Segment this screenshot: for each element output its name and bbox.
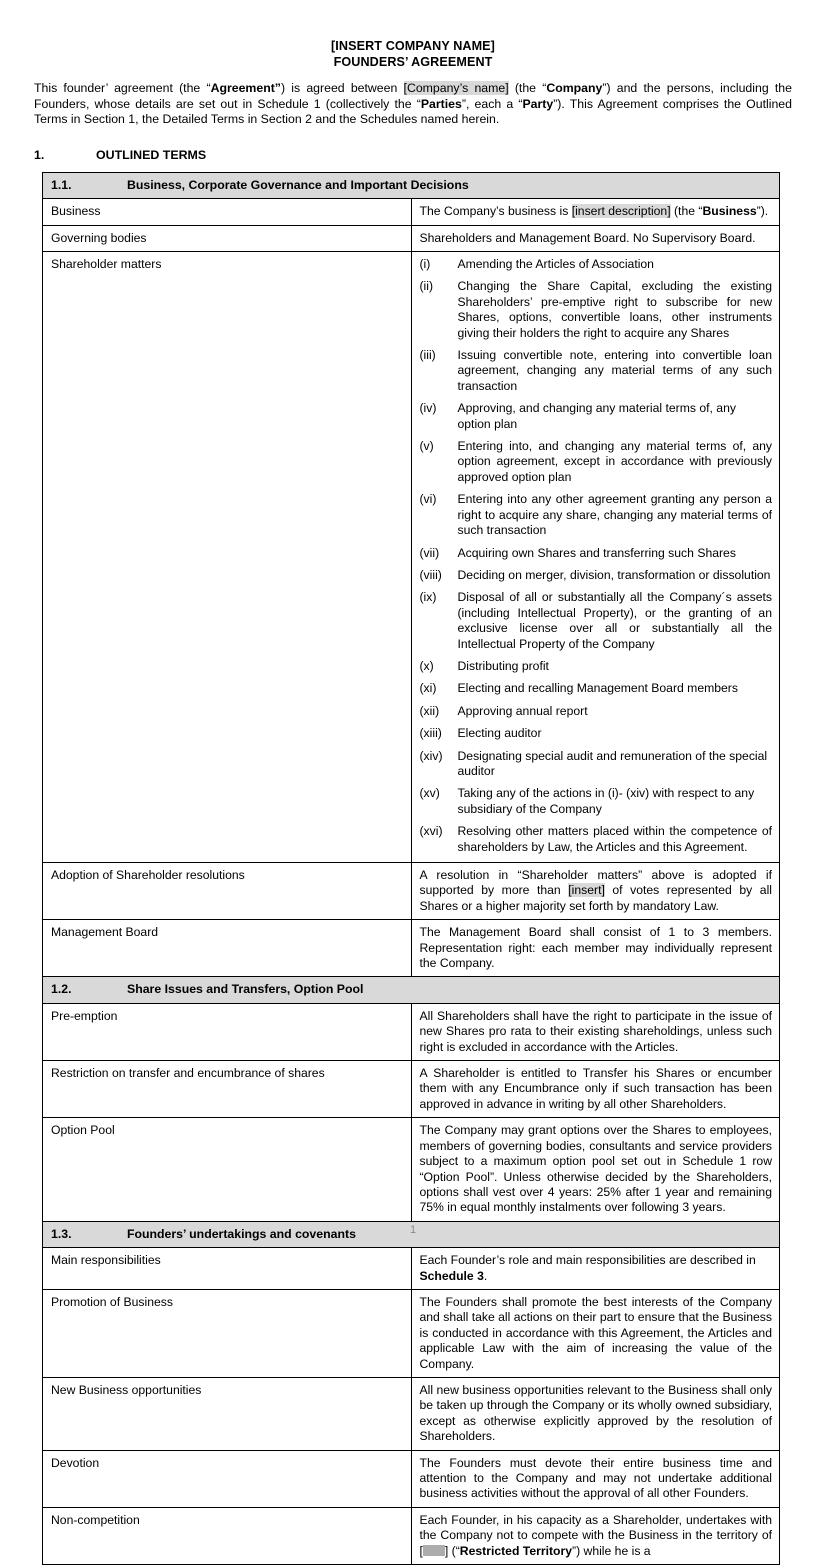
term-label-cell: Management Board — [43, 920, 412, 977]
term-body-cell: All new business opportunities relevant to the Business shall only be taken up through the Company or its wholly owned subsidiary, except as otherwise explicitly approved by the resolution of Shareholders. — [411, 1377, 780, 1450]
section-title: Share Issues and Transfers, Option Pool — [127, 982, 364, 997]
list-item — [420, 726, 773, 741]
list-item-marker: (vi) — [419, 492, 437, 507]
term-label-cell: Shareholder matters — [43, 252, 412, 863]
term-body-cell: The Founders must devote their entire business time and attention to the Company and may not undertake additional business activities without the approval of all other Founders. — [411, 1450, 780, 1507]
list-item — [420, 568, 773, 583]
list-item — [420, 786, 773, 817]
intro-term-company: Company — [546, 81, 603, 95]
intro-text-1: This founder’ agreement (the “ — [34, 81, 211, 95]
intro-text-6: ”). This Agreement comprises the Outlined Terms in Section 1, the Detailed Terms in Section 2 and the Schedules named herein. — [34, 96, 792, 127]
section-number: 1.3. — [51, 1226, 72, 1241]
list-item-marker: (v) — [419, 439, 434, 454]
defined-term: Restricted Territory — [459, 1543, 573, 1558]
section-header-row — [43, 172, 780, 198]
list-item-text: Amending the Articles of Association — [457, 257, 654, 271]
document-title-line-1: [INSERT COMPANY NAME] — [331, 39, 495, 53]
intro-text-3: (the “ — [508, 81, 547, 95]
table-row — [43, 1118, 780, 1221]
table-row — [43, 252, 780, 863]
list-item-marker: (x) — [419, 658, 434, 673]
table-row — [43, 1061, 780, 1118]
list-item-text: Issuing convertible note, entering into convertible loan agreement, changing any material terms of any such transaction — [457, 348, 772, 393]
term-body-cell: Each Founder’s role and main responsibilities are described in Schedule 3. — [411, 1248, 780, 1290]
intro-term-parties: Parties — [420, 96, 462, 111]
list-item-text: Entering into, and changing any material terms of, any option agreement, except in accordance with previously approved option plan — [457, 439, 772, 484]
intro-text-2: ) is agreed between — [280, 81, 404, 95]
section-number: 1.2. — [51, 982, 72, 997]
list-item-marker: (ix) — [419, 590, 437, 605]
term-label-cell: Governing bodies — [43, 225, 412, 251]
table-row — [43, 225, 780, 251]
document-title-line-2: FOUNDERS’ AGREEMENT — [333, 55, 493, 69]
list-item — [420, 704, 773, 719]
list-item — [420, 257, 773, 272]
section-number: 1.1. — [51, 177, 72, 192]
term-label-cell: Option Pool — [43, 1118, 412, 1221]
list-item-text: Entering into any other agreement granting any person a right to acquire any share, changing any material terms of such transaction — [457, 492, 772, 538]
list-item-text: Acquiring own Shares and transferring such Shares — [457, 545, 736, 560]
intro-term-agreement: Agreement” — [210, 81, 281, 95]
list-item-text: Resolving other matters placed within the competence of shareholders by Law, the Articles and this Agreement. — [457, 824, 772, 854]
term-body-cell: The Founders shall promote the best interests of the Company and shall take all actions on their part to ensure that the Business is conducted in accordance with this Agreement, the Articles and applicable Law with the aim of increasing the value of the Company. — [411, 1289, 780, 1377]
term-label-cell: Devotion — [43, 1450, 412, 1507]
table-row — [43, 1248, 780, 1290]
intro-paragraph — [34, 81, 792, 128]
roman-numeral-list — [420, 257, 773, 855]
intro-text-5: ”, each a “ — [461, 96, 523, 111]
term-body-cell: A Shareholder is entitled to Transfer his Shares or encumber them with any Encumbrance only if such transaction has been approved in advance in writing by all other Shareholders. — [411, 1061, 780, 1118]
list-item — [420, 492, 773, 538]
outlined-terms-body — [43, 172, 780, 1564]
table-row — [43, 863, 780, 920]
placeholder-territory-field[interactable] — [423, 1545, 445, 1556]
list-item — [420, 681, 773, 696]
term-body-cell — [411, 252, 780, 863]
placeholder-field[interactable]: [insert] — [568, 883, 605, 898]
table-row — [43, 1289, 780, 1377]
list-item — [420, 749, 773, 780]
defined-term: Business — [702, 204, 757, 219]
list-item-text: Designating special audit and remuneration of the special auditor — [457, 748, 768, 778]
term-body-cell: All Shareholders shall have the right to participate in the issue of new Shares pro rata to their existing shareholdings, unless such right is excluded in accordance with the Articles. — [411, 1003, 780, 1060]
table-row — [43, 199, 780, 225]
list-item — [420, 348, 773, 394]
term-label-cell: Adoption of Shareholder resolutions — [43, 863, 412, 920]
table-row — [43, 1003, 780, 1060]
term-label-cell: Main responsibilities — [43, 1248, 412, 1290]
list-item-text: Distributing profit — [457, 658, 549, 673]
section-title: Business, Corporate Governance and Important Decisions — [127, 177, 469, 192]
section-heading-number: 1. — [34, 147, 45, 162]
outlined-terms-table — [42, 172, 780, 1565]
list-item-text: Taking any of the actions in (i)- (xiv) with respect to any subsidiary of the Company — [457, 786, 755, 816]
document-content — [34, 38, 792, 1565]
list-item — [420, 824, 773, 855]
bracket-close: ] — [444, 1543, 449, 1558]
term-label-cell: Restriction on transfer and encumbrance of shares — [43, 1061, 412, 1118]
section-header-row — [43, 977, 780, 1003]
term-body-cell: A resolution in “Shareholder matters” above is adopted if supported by more than [insert] of votes represented by all Shares or a higher majority set forth by mandatory Law. — [411, 863, 780, 920]
section-heading-title: OUTLINED TERMS — [96, 147, 207, 162]
list-item-marker: (xv) — [419, 786, 440, 801]
table-row — [43, 920, 780, 977]
list-item-text: Deciding on merger, division, transformation or dissolution — [457, 567, 771, 582]
placeholder-company-name[interactable]: [Company’s name] — [403, 81, 509, 95]
list-item-marker: (vii) — [419, 545, 440, 560]
section-header-cell — [43, 977, 780, 1003]
list-item — [420, 439, 773, 485]
list-item-text: Approving annual report — [457, 703, 588, 718]
list-item — [420, 279, 773, 341]
term-label-cell: Business — [43, 199, 412, 225]
schedule-reference: Schedule 3 — [419, 1268, 484, 1283]
table-row — [43, 1450, 780, 1507]
list-item-marker: (i) — [419, 257, 431, 271]
list-item-marker: (ii) — [419, 279, 434, 294]
list-item — [420, 659, 773, 674]
list-item-marker: (xiii) — [419, 726, 442, 741]
section-title: Founders’ undertakings and covenants — [127, 1226, 356, 1241]
list-item — [420, 546, 773, 561]
list-item-text: Electing and recalling Management Board members — [457, 681, 738, 696]
list-item-marker: (xi) — [419, 681, 437, 696]
term-body-cell: Shareholders and Management Board. No Supervisory Board. — [411, 225, 780, 251]
list-item-marker: (iii) — [419, 348, 436, 363]
page-number: 1 — [409, 1224, 417, 1236]
table-row — [43, 1377, 780, 1450]
list-item — [420, 590, 773, 652]
term-label-cell: New Business opportunities — [43, 1377, 412, 1450]
list-item-marker: (xii) — [419, 703, 440, 718]
term-body-cell: The Company may grant options over the Shares to employees, members of governing bodies, consultants and service providers subject to a maximum option pool set out in Schedule 1 row “Option Pool”. Unless otherwise decided by the Shareholders, options shall vest over 4 years: 25% after 1 year and remaining 75% in equal monthly instalments over following 3 years. — [411, 1118, 780, 1221]
section-header-cell — [43, 172, 780, 198]
placeholder-field[interactable]: [insert description] — [571, 204, 671, 219]
section-heading-outlined-terms — [34, 148, 792, 162]
document-title — [34, 38, 792, 70]
list-item-marker: (xiv) — [419, 748, 443, 763]
list-item-text: Disposal of all or substantially all the Company´s assets (including Intellectual Property), or the granting of an exclusive license over all or substantially all the Intellectual Property of the Company — [457, 590, 772, 651]
page-footer — [0, 1224, 826, 1236]
term-label-cell: Pre-emption — [43, 1003, 412, 1060]
intro-term-party: Party — [522, 96, 554, 111]
bracket-open: [ — [419, 1543, 423, 1558]
term-body-cell: The Company’s business is [insert description] (the “Business”). — [411, 199, 780, 225]
term-body-cell: Each Founder, in his capacity as a Shareholder, undertakes with the Company not to compete with the Business in the territory of [ ] (“Restricted Territory”) while he is a — [411, 1507, 780, 1564]
list-item-text: Changing the Share Capital, excluding the existing Shareholders’ pre-emptive right to subscribe for new Shares, options, convertible loans, other instruments giving their holders the right to acquire any Shares — [457, 279, 772, 340]
list-item-marker: (viii) — [419, 567, 442, 582]
intro-text-4: ”) and the persons, including the Founders, whose details are set out in Schedule 1 (collectively the “ — [34, 81, 792, 111]
list-item-marker: (xvi) — [419, 824, 443, 839]
term-body-cell: The Management Board shall consist of 1 to 3 members. Representation right: each member may individually represent the Company. — [411, 920, 780, 977]
list-item-marker: (iv) — [419, 401, 437, 416]
term-label-cell: Promotion of Business — [43, 1289, 412, 1377]
list-item — [420, 401, 773, 432]
list-item-text: Approving, and changing any material terms of, any option plan — [457, 401, 736, 431]
list-item-text: Electing auditor — [457, 726, 542, 741]
term-label-cell: Non-competition — [43, 1507, 412, 1564]
table-row — [43, 1507, 780, 1564]
